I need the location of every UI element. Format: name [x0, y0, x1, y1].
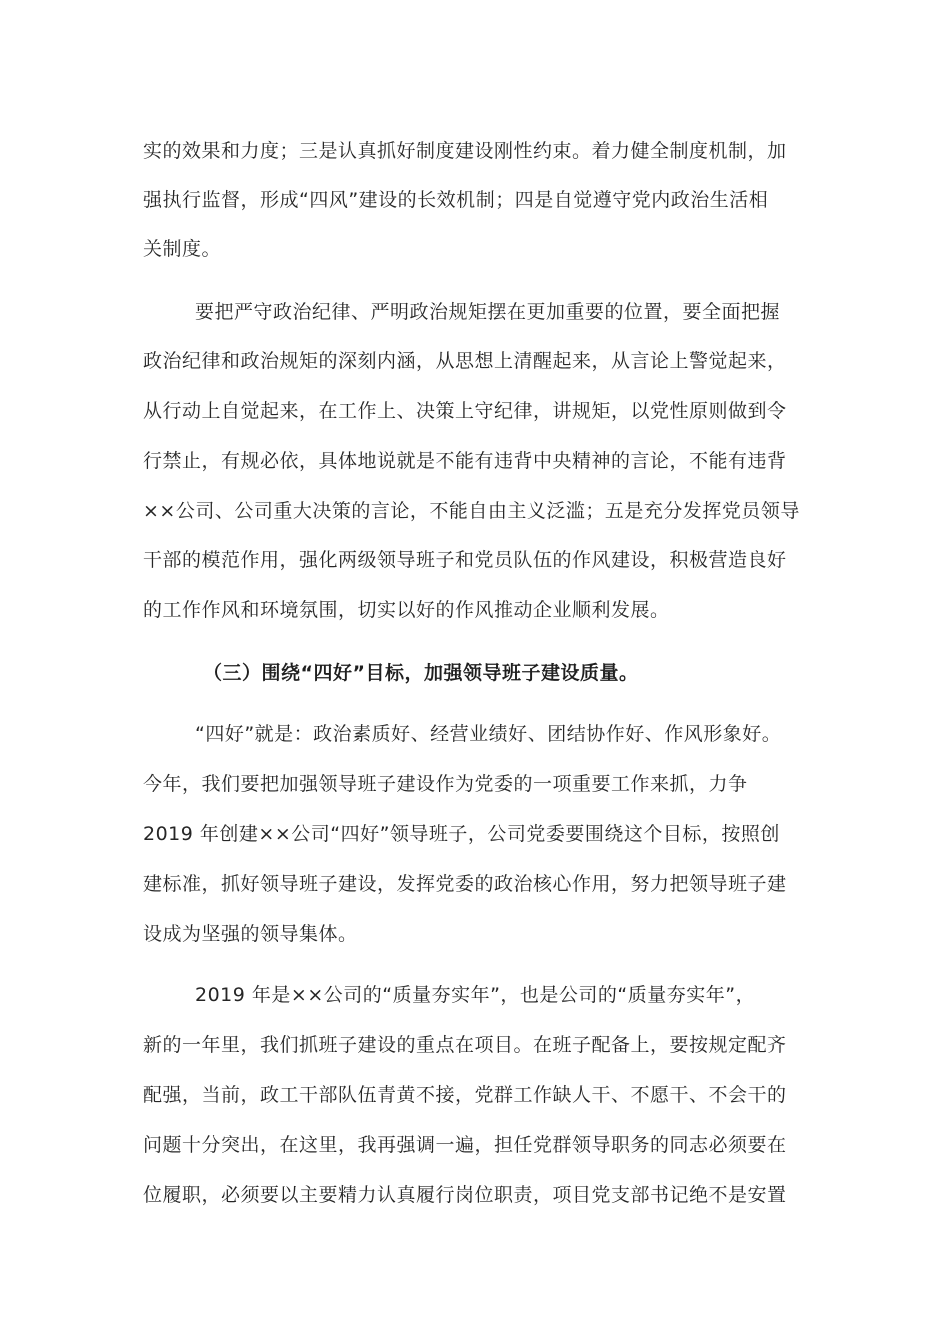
body-text-line: 今年，我们要把加强领导班子建设作为党委的一项重要工作来抓，力争 — [143, 773, 748, 795]
body-text-line: 建标准，抓好领导班子建设，发挥党委的政治核心作用，努力把领导班子建 — [143, 873, 787, 895]
body-text-line: 新的一年里，我们抓班子建设的重点在项目。在班子配备上，要按规定配齐 — [143, 1034, 787, 1056]
body-text-line: 设成为坚强的领导集体。 — [143, 923, 358, 945]
body-text-line: 实的效果和力度；三是认真抓好制度建设刚性约束。着力健全制度机制，加 — [143, 140, 787, 162]
body-text-line: 问题十分突出，在这里，我再强调一遍，担任党群领导职务的同志必须要在 — [143, 1134, 787, 1156]
body-text-line: 干部的模范作用，强化两级领导班子和党员队伍的作风建设，积极营造良好 — [143, 549, 787, 571]
body-text-line: 行禁止，有规必依，具体地说就是不能有违背中央精神的言论，不能有违背 — [143, 450, 787, 472]
body-text-line: 位履职，必须要以主要精力认真履行岗位职责，项目党支部书记绝不是安置 — [143, 1184, 787, 1206]
body-text-line: 政治纪律和政治规矩的深刻内涵，从思想上清醒起来，从言论上警觉起来， — [143, 350, 787, 372]
body-text-line: 的工作作风和环境氛围，切实以好的作风推动企业顺利发展。 — [143, 599, 670, 621]
body-text-line: 从行动上自觉起来，在工作上、决策上守纪律，讲规矩，以党性原则做到令 — [143, 400, 787, 422]
paragraph-first-line: 2019 年是××公司的“质量夯实年”，也是公司的“质量夯实年”， — [195, 984, 756, 1006]
paragraph-first-line: “四好”就是：政治素质好、经营业绩好、团结协作好、作风形象好。 — [195, 723, 782, 745]
body-text-line: 配强，当前，政工干部队伍青黄不接，党群工作缺人干、不愿干、不会干的 — [143, 1084, 787, 1106]
body-text-line: 2019 年创建××公司“四好”领导班子，公司党委要围绕这个目标，按照创 — [143, 823, 780, 845]
section-heading: （三）围绕“四好”目标，加强领导班子建设质量。 — [203, 662, 639, 684]
body-text-line: 关制度。 — [143, 238, 222, 260]
paragraph-first-line: 要把严守政治纪律、严明政治规矩摆在更加重要的位置，要全面把握 — [195, 301, 781, 323]
body-text-line: ××公司、公司重大决策的言论，不能自由主义泛滥；五是充分发挥党员领导 — [143, 500, 800, 522]
body-text-line: 强执行监督，形成“四风”建设的长效机制；四是自觉遵守党内政治生活相 — [143, 189, 769, 211]
